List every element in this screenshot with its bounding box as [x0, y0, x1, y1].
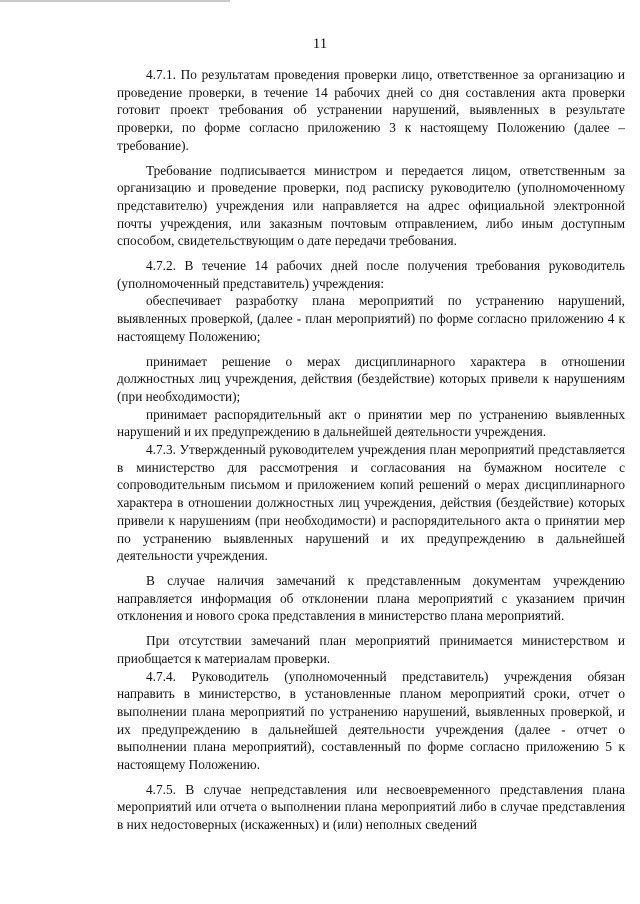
- paragraph-4-7-3: 4.7.3. Утвержденный руководителем учреждения план мероприятий представляется в министерство для рассмотрения и согласования на бумажном носителе с сопроводительным письмом и приложением копий решений о мерах дисциплинарного характера в отношении должностных лиц учреждения, действия (бездействие) которых привели к нарушениям (при необходимости) и распорядительного акта о принятии мер по устранению выявленных нарушений и их предупреждению в дальнейшей деятельности учреждения.: [117, 442, 625, 564]
- paragraph-remarks: В случае наличия замечаний к представленным документам учреждению направляется информация об отклонении плана мероприятий с указанием причин отклонения и нового срока представления в министерство плана мероприятий.: [117, 572, 625, 624]
- paragraph-4-7-2: 4.7.2. В течение 14 рабочих дней после получения требования руководитель (уполномоченный представитель) учреждения:: [117, 258, 625, 291]
- document-body: [117, 66, 625, 834]
- paragraph-action-plan: обеспечивает разработку плана мероприятий по устранению нарушений, выявленных проверкой, (далее - план мероприятий) по форме согласно приложению 4 к настоящему Положению;: [117, 293, 625, 344]
- paragraph-4-7-4: 4.7.4. Руководитель (уполномоченный представитель) учреждения обязан направить в министерство, в установленные планом мероприятий сроки, отчет о выполнении плана мероприятий по устранению нарушений, выявленных проверкой, и их предупреждению в дальнейшей деятельности учреждения (далее - отчет о выполнении плана мероприятий), составленный по форме согласно приложению 5 к настоящему Положению.: [117, 668, 625, 773]
- paragraph-administrative-act: принимает распорядительный акт о принятии мер по устранению выявленных нарушений и их предупреждению в дальнейшей деятельности учреждения.: [117, 406, 625, 440]
- scan-edge-line: [0, 0, 230, 2]
- paragraph-no-remarks: При отсутствии замечаний план мероприятий принимается министерством и приобщается к материалам проверки.: [117, 633, 625, 666]
- paragraph-disciplinary-decision: принимает решение о мерах дисциплинарного характера в отношении должностных лиц учреждения, действия (бездействие) которых привели к нарушениям (при необходимости);: [117, 353, 625, 404]
- page-number: 11: [312, 36, 328, 52]
- paragraph-requirement-signing: Требование подписывается министром и передается лицом, ответственным за организацию и проведение проверки, под расписку руководителю (уполномоченному представителю) учреждения или направляется на адрес официальной электронной почты учреждения, или заказным почтовым отправлением, либо иным доступным способом, свидетельствующим о дате передачи требования.: [117, 162, 625, 249]
- paragraph-4-7-1: 4.7.1. По результатам проведения проверки лицо, ответственное за организацию и проведение проверки, в течение 14 рабочих дней со дня составления акта проверки готовит проект требования об устранении нарушений, выявленных в результате проверки, по форме согласно приложению 3 к настоящему Положению (далее – требование).: [117, 67, 625, 153]
- paragraph-4-7-5: 4.7.5. В случае непредставления или несвоевременного представления плана мероприятий или отчета о выполнении плана мероприятий либо в случае представления в них недостоверных (искаженных) и (или) неполных сведений: [117, 781, 625, 833]
